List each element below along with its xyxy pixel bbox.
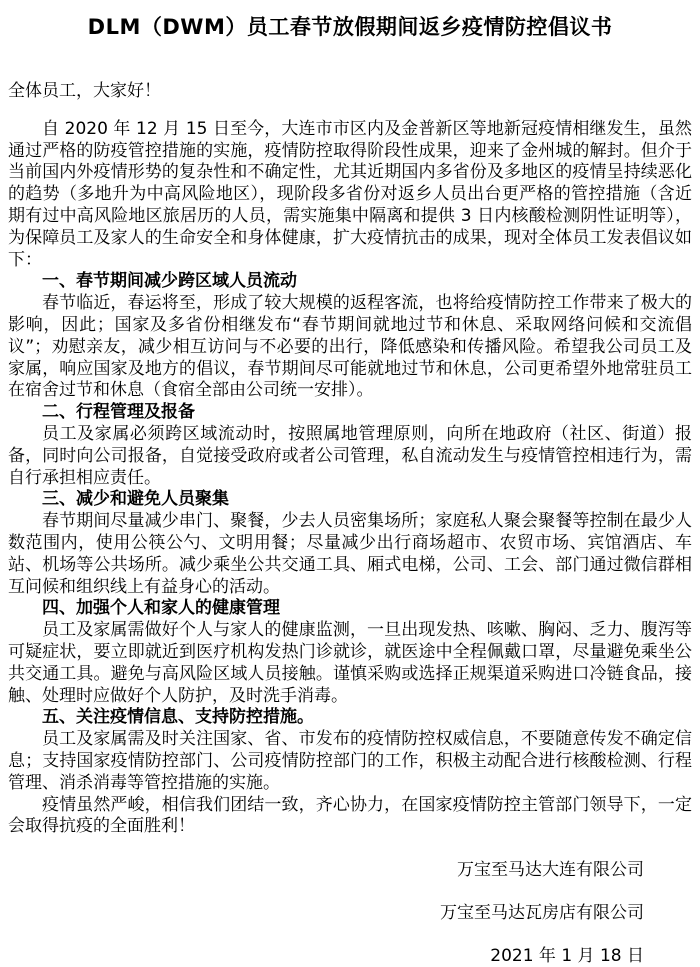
greeting-line: 全体员工，大家好！ [8, 81, 161, 101]
section-1-body: 春节临近，春运将至，形成了较大规模的返程客流，也将给疫情防控工作带来了极大的影响，因此；国家及多省份相继发布“春节期间就地过节和休息、采取网络问候和交流倡议”；劝慰亲友，减少相互访问与不必要的出行，降低感染和传播风险。希望我公司员工及家属，响应国家及地方的倡议，春节期间尽可能就地过节和休息，公司更希望外地常驻员工在宿舍过节和休息（食宿全部由公司统一安排）。 [8, 293, 692, 401]
section-5-body: 员工及家属需及时关注国家、省、市发布的疫情防控权威信息，不要随意传发不确定信息；支持国家疫情防控部门、公司疫情防控部门的工作，积极主动配合进行核酸检测、行程管理、消杀消毒等管控措施的实施。 [8, 729, 692, 793]
signature-date: 2021 年 1 月 18 日 [490, 945, 644, 966]
signature-company-2: 万宝至马达瓦房店有限公司 [440, 902, 644, 923]
section-4-body: 员工及家属需做好个人与家人的健康监测，一旦出现发热、咳嗽、胸闷、乏力、腹泻等可疑症状，要立即就近到医疗机构发热门诊就诊，就医途中全程佩戴口罩，尽量避免乘坐公共交通工具。避免与高风险区域人员接触。谨慎采购或选择正规渠道采购进口冷链食品，接触、处理时应做好个人防护，及时洗手消毒。 [8, 620, 692, 706]
intro-paragraph: 自 2020 年 12 月 15 日至今，大连市市区内及金普新区等地新冠疫情相继发生，虽然通过严格的防疫管控措施的实施，疫情防控取得阶段性成果，迎来了金州城的解封。但介于当前国内外疫情形势的复杂性和不确定性，尤其近期国内多省份及多地区的疫情呈持续恶化的趋势（多地升为中高风险地区），现阶段多省份对返乡人员出台更严格的管控措施（含近期有过中高风险地区旅居历的人员，需实施集中隔离和提供 3 日内核酸检测阴性证明等），为保障员工及家人的生命安全和身体健康，扩大疫情抗击的成果，现对全体员工发表倡议如下： [8, 118, 692, 270]
section-2-body: 员工及家属必须跨区域流动时，按照属地管理原则，向所在地政府（社区、街道）报备，同时向公司报备，自觉接受政府或者公司管理，私自流动发生与疫情管控相违行为，需自行承担相应责任。 [8, 423, 692, 488]
section-1-heading: 一、春节期间减少跨区域人员流动 [42, 271, 297, 292]
section-3-heading: 三、减少和避免人员聚集 [42, 489, 229, 510]
section-2-heading: 二、行程管理及报备 [42, 402, 195, 423]
signature-company-1: 万宝至马达大连有限公司 [457, 860, 644, 881]
document-title: DLM（DWM）员工春节放假期间返乡疫情防控倡议书 [87, 15, 613, 39]
section-4-heading: 四、加强个人和家人的健康管理 [42, 598, 280, 619]
section-3-body: 春节期间尽量减少串门、聚餐，少去人员密集场所；家庭私人聚会聚餐等控制在最少人数范围内，使用公筷公勺、文明用餐；尽量减少出行商场超市、农贸市场、宾馆酒店、车站、机场等公共场所。减少乘坐公共交通工具、厢式电梯，公司、工会、部门通过微信群相互问候和组织线上有益身心的活动。 [8, 511, 692, 597]
section-5-heading: 五、关注疫情信息、支持防控措施。 [42, 707, 314, 728]
closing-paragraph: 疫情虽然严峻，相信我们团结一致，齐心协力，在国家疫情防控主管部门领导下，一定会取得抗疫的全面胜利！ [8, 794, 692, 837]
